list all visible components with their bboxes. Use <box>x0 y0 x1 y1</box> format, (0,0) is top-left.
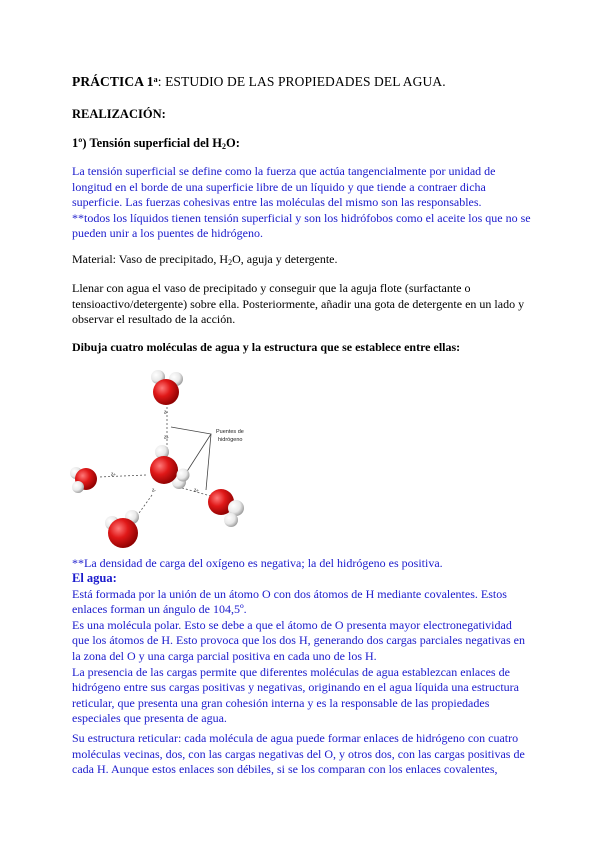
drawing-heading: Dibuja cuatro moléculas de agua y la estructura que se establece entre ellas: <box>72 340 461 354</box>
tension-heading-text: 1º) Tensión superficial del H <box>72 136 222 150</box>
delta-plus-label-right: δ+ <box>194 488 200 493</box>
water-molecule-icon <box>105 510 139 548</box>
delta-plus-label: δ+ <box>164 435 170 440</box>
material-paragraph <box>72 252 532 268</box>
definition-note: **todos los líquidos tienen tensión superficial y son los hidrófobos como el aceite los que no se pueden unir a los puentes de hidrógeno. <box>72 210 531 241</box>
water-paragraph-1: Está formada por la unión de un átomo O con dos átomos de H mediante covalentes. Estos enlaces forman un ángulo de 104,5º. <box>72 586 507 617</box>
water-molecule-icon <box>150 445 190 489</box>
water-paragraph-2: Es una molécula polar. Esto se debe a que el átomo de O presenta mayor electronegatividad que los átomos de H. Esto provoca que los dos H, generando dos cargas parciales negativas en la zona del O y una carga parcial positiva en cada uno de los H. <box>72 617 525 663</box>
material-post: O, aguja y detergente. <box>232 252 338 266</box>
water-heading: El agua: <box>72 571 117 585</box>
water-molecule-icon <box>208 489 244 527</box>
figure-label-1: Puentes de <box>216 429 244 435</box>
material-text: Material: Vaso de precipitado, H <box>72 252 229 266</box>
delta-minus-label-bottom: δ- <box>152 488 157 493</box>
delta-plus-label-left: δ+ <box>111 472 117 477</box>
water-paragraph-3: La presencia de las cargas permite que diferentes moléculas de agua establezcan enlaces de hidrógeno entre sus cargas positivas y negativas, originando en el agua líquida una estructura reticular, que presenta una gran cohesión interna y es la responsable de las propiedades especiales que presenta de agua. <box>72 664 519 726</box>
material-sub: 2 <box>228 258 233 267</box>
procedure-paragraph: Llenar con agua el vaso de precipitado y conseguir que la aguja flote (surfactante o tensioactivo/detergente) sobre ella. Posteriormente, añadir una gota de detergente en un lado y observar el resultado de la acción. <box>72 281 525 327</box>
water-molecule-icon <box>151 370 183 405</box>
water-molecule-icon <box>70 467 97 493</box>
realizacion-heading: REALIZACIÓN: <box>72 107 166 121</box>
tension-heading <box>72 136 532 152</box>
delta-minus-label: δ- <box>164 410 169 415</box>
title-bold: PRÁCTICA 1 <box>72 74 154 89</box>
tension-heading-sub: 2 <box>221 142 226 151</box>
reticular-paragraph: Su estructura reticular: cada molécula de agua puede formar enlaces de hidrógeno con cuatro moléculas vecinas, dos, con las cargas negativas del O, y otros dos, con las cargas positivas de cada H. Aunque estos enlaces son débiles, si se los comparan con los enlaces covalentes, <box>72 731 525 777</box>
title-rest: : ESTUDIO DE LAS PROPIEDADES DEL AGUA. <box>157 74 446 89</box>
page-title <box>72 74 532 90</box>
figure-label-2: hidrógeno <box>218 437 243 443</box>
water-molecules-figure <box>66 365 316 555</box>
water-section <box>72 571 532 727</box>
definition-paragraph <box>72 164 532 242</box>
definition-text: La tensión superficial se define como la fuerza que actúa tangencialmente por unidad de longitud en el borde de una superficie libre de un líquido y que tiende a contraer dicha superficie. Las fuerzas cohesivas entre las moléculas del mismo son las responsables. <box>72 164 496 210</box>
title-superscript: a <box>153 75 158 84</box>
tension-heading-post: O: <box>225 136 240 150</box>
charge-note: **La densidad de carga del oxígeno es negativa; la del hidrógeno es positiva. <box>72 556 443 570</box>
